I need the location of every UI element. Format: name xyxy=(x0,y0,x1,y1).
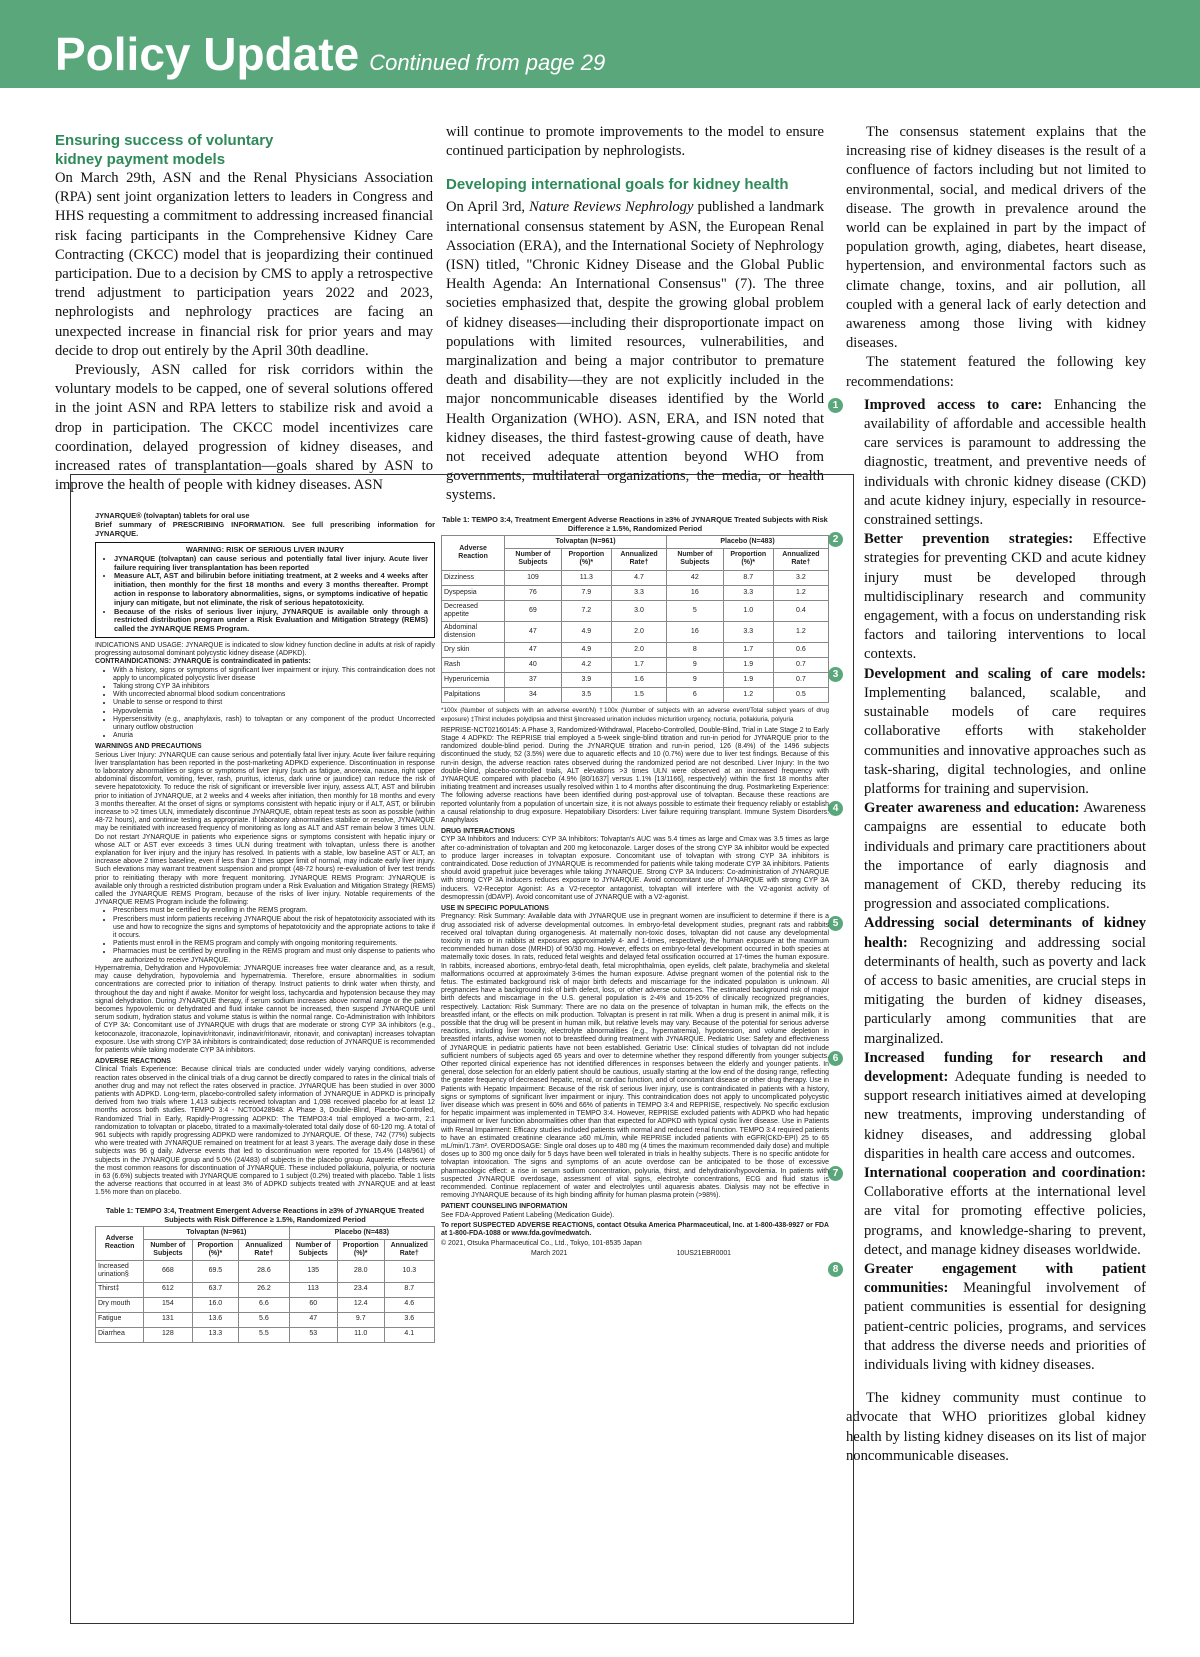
paragraph: Previously, ASN called for risk corridors within the voluntary models to be capped, one of several solutions offered in the joint ASN and RPA letters to stabilize risk and avoid a drop in participation. The CKCC model incentivizes care coordination, delayed progression of kidney diseases, and increased rates of transplantation—goals shared by ASN to improve the health of people with kidney diseases. ASN xyxy=(55,362,433,494)
recommendations-list xyxy=(832,396,1146,1375)
table-cell: 0.5 xyxy=(773,688,828,703)
row-label: Dizziness xyxy=(442,570,505,585)
table-row xyxy=(96,1327,435,1342)
table-row xyxy=(442,658,829,673)
number-badge: 2 xyxy=(828,532,843,547)
row-label: Dyspepsia xyxy=(442,585,505,600)
table-cell: 16 xyxy=(667,622,724,643)
table-cell: 1.9 xyxy=(723,658,773,673)
table-cell: 8 xyxy=(667,643,724,658)
recommendation-text: Enhancing the availability of affordable and accessible health care services is paramount to addressing the diagnostic, treatment, and preventive needs of individuals with chronic kidney disease (CKD) and acute kidney injury, especially in resource-constrained settings. xyxy=(864,396,1146,529)
list-item: • Pharmacies must be certified by enrolling in the REMS program and must only dispense to patients who are authorized to receive JYNARQUE. xyxy=(113,948,435,964)
number-badge: 8 xyxy=(828,1262,843,1277)
row-label: Hyperuricemia xyxy=(442,673,505,688)
table-cell: 612 xyxy=(144,1282,192,1297)
recommendation-text: Awareness campaigns are essential to educate both individuals and primary care practitioners about the importance of early diagnosis and management of CKD, thereby reducing its progression and associated complications. xyxy=(864,800,1146,913)
table-cell: 5.5 xyxy=(239,1327,289,1342)
recommendation-item xyxy=(832,799,1146,914)
table-cell: 5.6 xyxy=(239,1312,289,1327)
table-caption: Table 1: TEMPO 3:4, Treatment Emergent Adverse Reactions in ≥3% of JYNARQUE Treated Subjects with Risk Difference ≥ 1.5%, Randomized Period xyxy=(105,1205,425,1224)
copyright: © 2021, Otsuka Pharmaceutical Co., Ltd., Tokyo, 101-8535 Japan xyxy=(441,1240,642,1248)
paragraph: will continue to promote improvements to the model to ensure continued participation by nephrologists. xyxy=(446,124,824,160)
ad-title: JYNARQUE® (tolvaptan) tablets for oral use Brief summary of PRESCRIBING INFORMATION. See full prescribing information for JYNARQUE. xyxy=(95,511,435,538)
adverse-reactions-table xyxy=(95,1226,435,1343)
table-cell: 1.6 xyxy=(611,673,666,688)
recommendation-title: Greater awareness and education: xyxy=(864,800,1080,817)
table-cell: 4.6 xyxy=(384,1297,434,1312)
row-label: Decreased appetite xyxy=(442,600,505,621)
list-item: • Prescribers must inform patients receiving JYNARQUE about the risk of hepatotoxicity associated with its use and how to recognize the signs and symptoms of hepatotoxicity and the appropriate actions to take if it occurs. xyxy=(113,916,435,941)
list-item: • JYNARQUE (tolvaptan) can cause serious and potentially fatal liver injury. Acute liver failure requiring liver transplantation has been reported xyxy=(114,555,428,573)
counseling-heading: PATIENT COUNSELING INFORMATION xyxy=(441,1203,568,1211)
table-cell: 0.6 xyxy=(773,643,828,658)
column-header: Number of Subjects xyxy=(667,549,724,570)
column-header: Annualized Rate† xyxy=(773,549,828,570)
paragraph: The statement featured the following key recommendations: xyxy=(846,354,1146,390)
column-header: Proportion (%)* xyxy=(192,1239,239,1260)
list-item: • With uncorrected abnormal blood sodium concentrations xyxy=(113,691,435,699)
header-banner xyxy=(0,0,1200,88)
table-cell: 9.7 xyxy=(337,1312,384,1327)
drug-interactions-heading: DRUG INTERACTIONS xyxy=(441,828,515,836)
ad-body-text: Pregnancy: Risk Summary: Available data with JYNARQUE use in pregnant women are insufficient to determine if there is a drug associated risk of adverse developmental outcomes. In embryo-fetal development studies, pregnant rats and rabbits received oral tolvaptan during organogenesis. At maternally non-toxic doses, tolvaptan did not cause any developmental toxicity in rats or in rabbits at exposures approximately 4- and 1-times, respectively, the human exposure at the maximum recommended human dose (MRHD) of 90/30 mg. However, effects on embryo-fetal development occurred in both species at maternally toxic doses. In rats, reduced fetal weights and delayed fetal ossification occurred at 17-times the human exposure. In rabbits, increased abortions, embryo-fetal death, fetal microphthalmia, open eyelids, cleft palate, brachymelia and skeletal malformations occurred at approximately 3-times the human exposure. Advise pregnant women of the potential risk to the fetus. The estimated background risk of major birth defects and miscarriage for the indicated population is unknown. All pregnancies have a background risk of birth defect, loss, or other adverse outcomes. The estimated background risk of major birth defects and miscarriage in the U.S. general population is 2-4% and 15-20% of clinically recognized pregnancies, respectively. Lactation: Risk Summary: There are no data on the presence of tolvaptan in human milk, the effects on the breastfed infant, or the effects on milk production. Tolvaptan is present in rat milk. When a drug is present in animal milk, it is possible that the drug will be present in human milk, but relative levels may vary. Because of the potential for serious adverse reactions, including liver toxicity, electrolyte abnormalities (e.g., hypernatremia), hypotension, and volume depletion in breastfed infants, advise women not to breastfeed during treatment with JYNARQUE. Pediatric Use: Safety and effectiveness of JYNARQUE in pediatric patients have not been established. Geriatric Use: Clinical studies of tolvaptan did not include sufficient numbers of subjects aged 65 years and over to determine whether they respond differently from younger subjects. Other reported clinical experience has not identified differences in responses between the elderly and younger patients. In general, dose selection for an elderly patient should be cautious, usually starting at the low end of the dosing range, reflecting the greater frequency of decreased hepatic, renal, or cardiac function, and of concomitant disease or other drug therapy. Use in Patients with Hepatic Impairment: Because of the risk of serious liver injury, use is contraindicated in patients with a history, signs or symptoms of significant liver impairment or injury. This contraindication does not apply to uncomplicated polycystic liver disease which was present in 60% and 66% of patients in TEMPO 3:4 and REPRISE, respectively. No specific exclusion for hepatic impairment was implemented in TEMPO 3:4. However, REPRISE excluded patients with ADPKD who had hepatic impairment or liver function abnormalities other than that expected for ADPKD with typical cystic liver disease. Use in Patients with Renal Impairment: Efficacy studies included patients with normal and reduced renal function. TEMPO 3:4 required patients to have an estimated creatinine clearance ≥60 mL/min, while REPRISE included patients with eGFR(CKD-EPI) 25 to 65 mL/min/1.73m². OVERDOSAGE: Single oral doses up to 480 mg (4 times the maximum recommended daily dose) and multiple doses up to 300 mg once daily for 5 days have been well tolerated in trials in healthy subjects. There is no specific antidote for tolvaptan intoxication. The signs and symptoms of an acute overdose can be anticipated to be those of excessive pharmacologic effect: a rise in serum sodium concentration, polyuria, thirst, and dehydration/hypovolemia. In patients with suspected JYNARQUE overdosage, assessment of vital signs, electrolyte concentrations, ECG and fluid status is recommended. Continue replacement of water and electrolytes until aquaresis abates. Dialysis may not be effective in removing JYNARQUE because of its high binding affinity for human plasma protein (>98%). xyxy=(441,913,829,1200)
counseling-text: See FDA-Approved Patient Labeling (Medication Guide). xyxy=(441,1211,615,1219)
recommendation-item xyxy=(832,530,1146,664)
table-row xyxy=(442,622,829,643)
row-label: Abdominal distension xyxy=(442,622,505,643)
rems-list xyxy=(95,907,435,964)
column-header: Proportion (%)* xyxy=(337,1239,384,1260)
column-header: Number of Subjects xyxy=(505,549,562,570)
table-cell: 6.6 xyxy=(239,1297,289,1312)
row-label: Fatigue xyxy=(96,1312,144,1327)
column-header: Annualized Rate† xyxy=(384,1239,434,1260)
table-cell: 12.4 xyxy=(337,1297,384,1312)
table-cell: 0.7 xyxy=(773,658,828,673)
table-cell: 9 xyxy=(667,673,724,688)
list-item: • Measure ALT, AST and bilirubin before initiating treatment, at 2 weeks and 4 weeks after initiation, then monthly for the first 18 months and every 3 months thereafter. Prompt action in response to laboratory abnormalities, signs, or symptoms indicative of hepatic injury can mitigate, but not eliminate, the risk of serious hepatotoxicity. xyxy=(114,572,428,607)
table-cell: 8.7 xyxy=(384,1282,434,1297)
row-label: Palpitations xyxy=(442,688,505,703)
table-cell: 4.9 xyxy=(561,622,611,643)
list-item: • Hypovolemia xyxy=(113,708,435,716)
column-header: Proportion (%)* xyxy=(561,549,611,570)
table-row xyxy=(442,688,829,703)
column-header: Annualized Rate† xyxy=(611,549,666,570)
table-cell: 11.3 xyxy=(561,570,611,585)
table-cell: 26.2 xyxy=(239,1282,289,1297)
table-cell: 3.3 xyxy=(723,622,773,643)
table-cell: 23.4 xyxy=(337,1282,384,1297)
column-header: Adverse Reaction xyxy=(96,1226,144,1261)
table-cell: 3.6 xyxy=(384,1312,434,1327)
table-cell: 16.0 xyxy=(192,1297,239,1312)
table-cell: 8.7 xyxy=(723,570,773,585)
recommendation-item xyxy=(832,1049,1146,1164)
ad-date: March 2021 xyxy=(531,1250,568,1258)
table-cell: 1.7 xyxy=(611,658,666,673)
table-row xyxy=(442,570,829,585)
table-cell: 47 xyxy=(289,1312,337,1327)
number-badge: 5 xyxy=(828,916,843,931)
table-row xyxy=(442,643,829,658)
table-row xyxy=(96,1312,435,1327)
table-cell: 16 xyxy=(667,585,724,600)
contraindications-list xyxy=(95,667,435,741)
adverse-heading: ADVERSE REACTIONS xyxy=(95,1058,171,1066)
table-cell: 28.6 xyxy=(239,1261,289,1282)
table-cell: 668 xyxy=(144,1261,192,1282)
column-header: Number of Subjects xyxy=(289,1239,337,1260)
table-cell: 131 xyxy=(144,1312,192,1327)
table-cell: 0.4 xyxy=(773,600,828,621)
recommendation-text: Collaborative efforts at the international level are vital for promoting effective policies, programs, and knowledge-sharing to prevent, detect, and manage kidney diseases worldwide. xyxy=(864,1184,1146,1258)
table-cell: 1.2 xyxy=(773,585,828,600)
column-header: Adverse Reaction xyxy=(442,536,505,571)
table-cell: 154 xyxy=(144,1297,192,1312)
paragraph: The consensus statement explains that the increasing rise of kidney diseases is the result of a confluence of factors including but not limited to environmental, social, and medical drivers of the disease. The growth in prevalence around the world can be explained in part by the impact of population growth, aging, diabetes, heart disease, hypertension, and environmental factors such as climate change, toxins, and air pollution, all coupled with a general lack of early detection and awareness among those living with kidney diseases. xyxy=(846,124,1146,352)
table-cell: 135 xyxy=(289,1261,337,1282)
list-item: • With a history, signs or symptoms of significant liver impairment or injury. This contraindication does not apply to uncomplicated polycystic liver disease xyxy=(113,667,435,683)
table-cell: 69.5 xyxy=(192,1261,239,1282)
number-badge: 4 xyxy=(828,801,843,816)
table-cell: 0.7 xyxy=(773,673,828,688)
warnings-heading: WARNINGS AND PRECAUTIONS xyxy=(95,743,202,751)
column-header: Tolvaptan (N=961) xyxy=(144,1226,289,1239)
ad-body-text: CYP 3A Inhibitors and Inducers: CYP 3A Inhibitors: Tolvaptan's AUC was 5.4 times as large and Cmax was 3.5 times as large after co-administration of tolvaptan and 200 mg ketoconazole. Larger doses of the strong CYP 3A inhibitor would be expected to produce larger increases in tolvaptan exposure. Concomitant use of tolvaptan with strong CYP 3A inhibitors is contraindicated. Dose reduction of JYNARQUE is recommended for patients while taking moderate CYP 3A inhibitors. Patients should avoid grapefruit juice beverages while taking JYNARQUE. Strong CYP 3A Inducers: Co-administration of JYNARQUE with strong CYP 3A inducers reduces exposure to JYNARQUE. Avoid concomitant use of JYNARQUE with strong CYP 3A inducers. V2-Receptor Agonist: As a V2-receptor antagonist, tolvaptan will interfere with the V2-agonist activity of desmopressin (dDAVP). Avoid concomitant use of JYNARQUE with a V2-agonist. xyxy=(441,836,829,901)
page-title: Policy Update Continued from page 29 xyxy=(55,28,606,80)
number-badge: 7 xyxy=(828,1166,843,1181)
paragraph: The kidney community must continue to advocate that WHO prioritizes global kidney health by listing kidney diseases on its list of major noncommunicable diseases. xyxy=(846,1390,1146,1464)
table-cell: 2.0 xyxy=(611,622,666,643)
table-cell: 13.3 xyxy=(192,1327,239,1342)
table-cell: 60 xyxy=(289,1297,337,1312)
number-badge: 1 xyxy=(828,398,843,413)
recommendation-text: Adequate funding is needed to support research initiatives aimed at developing new treatments, improving understanding of kidney diseases, and addressing global disparities in health care access and outcomes. xyxy=(864,1068,1146,1162)
table-cell: 1.9 xyxy=(723,673,773,688)
table-cell: 7.9 xyxy=(561,585,611,600)
table-caption: Table 1: TEMPO 3:4, Treatment Emergent Adverse Reactions in ≥3% of JYNARQUE Treated Subjects with Risk Difference ≥ 1.5%, Randomized Period xyxy=(442,515,828,533)
table-cell: 76 xyxy=(505,585,562,600)
recommendation-title: Improved access to care: xyxy=(864,396,1043,413)
table-cell: 47 xyxy=(505,622,562,643)
list-item: • Anuria xyxy=(113,732,435,740)
ad-left-column xyxy=(95,511,435,1343)
list-item: • Because of the risks of serious liver injury, JYNARQUE is available only through a restricted distribution program under a Risk Evaluation and Mitigation Strategy (REMS) called the JYNARQUE REMS Program. xyxy=(114,608,428,634)
table-cell: 3.3 xyxy=(723,585,773,600)
number-badge: 3 xyxy=(828,667,843,682)
table-cell: 63.7 xyxy=(192,1282,239,1297)
list-item: • Unable to sense or respond to thirst xyxy=(113,699,435,707)
recommendation-text: Implementing balanced, scalable, and sustainable models of care requires collaborative efforts with stakeholder communities and innovative approaches such as task-sharing, digital technologies, and online platforms for training and supervision. xyxy=(864,684,1146,797)
table-cell: 1.7 xyxy=(723,643,773,658)
journal-name: Nature Reviews Nephrology xyxy=(529,199,694,216)
recommendation-title: Increased funding for research and development: xyxy=(864,1049,1146,1085)
table-cell: 7.2 xyxy=(561,600,611,621)
row-label: Thirst‡ xyxy=(96,1282,144,1297)
recommendation-title: Better prevention strategies: xyxy=(864,531,1074,548)
table-cell: 3.0 xyxy=(611,600,666,621)
paragraph: On April 3rd, Nature Reviews Nephrology published a landmark international consensus statement by ASN, the European Renal Association (ERA), and the International Society of Nephrology (ISN) titled, "Chronic Kidney Disease and the Global Public Health Agenda: An International Consensus" (7). The three societies emphasized that, despite the growing global problem of kidney diseases—including their disproportionate impact on populations with limited resources, vulnerabilities, and marginalization and being a major contributor to premature death and disability—they are not explicitly included in the major noncommunicable diseases identified by the World Health Organization (WHO). ASN, ERA, and ISN noted that kidney diseases, the third fastest-growing cause of death, have not received adequate attention beyond WHO from governments, multilateral organizations, the media, or health systems. xyxy=(446,199,824,504)
table-cell: 47 xyxy=(505,643,562,658)
recommendation-title: Development and scaling of care models: xyxy=(864,665,1146,682)
ad-body-text: Serious Liver Injury: JYNARQUE can cause serious and potentially fatal liver injury. Acute liver failure requiring liver transplantation has been reported in the post-marketing ADPKD experience. Discontinuation in response to laboratory abnormalities or signs or symptoms of liver injury (such as fatigue, anorexia, nausea, right upper abdominal discomfort, vomiting, fever, rash, pruritus, icterus, dark urine or jaundice) can reduce the risk of severe hepatotoxicity. To reduce the risk of significant or irreversible liver injury, assess ALT, AST and bilirubin prior to initiation of JYNARQUE, at 2 weeks and 4 weeks after initiation, then monthly for 18 months and every 3 months thereafter. At the onset of signs or symptoms consistent with hepatic injury or if ALT, AST, or bilirubin increase to >2 times ULN, immediately discontinue JYNARQUE, obtain repeat tests as soon as possible (within 48-72 hours), and continue testing as appropriate. If laboratory abnormalities stabilize or resolve, JYNARQUE may be reinitiated with increased frequency of monitoring as long as ALT and AST remain below 3 times ULN. Do not restart JYNARQUE in patients who experience signs or symptoms consistent with hepatic injury or whose ALT or AST ever exceeds 3 times ULN during treatment with tolvaptan, unless there is another explanation for liver injury and the injury has resolved. In patients with a stable, low baseline AST or ALT, an increase above 2 times baseline, even if less than 2 times upper limit of normal, may indicate early liver injury. Such elevations may warrant treatment suspension and prompt (48-72 hours) re-evaluation of liver test trends prior to reinitiating therapy with more frequent monitoring. JYNARQUE REMS Program: JYNARQUE is available only through a restricted distribution program under a Risk Evaluation and Mitigation Strategy (REMS) called the JYNARQUE REMS Program, because of the risks of liver injury. Notable requirements of the JYNARQUE REMS Program include the following: xyxy=(95,751,435,907)
table-cell: 28.0 xyxy=(337,1261,384,1282)
ad-footer xyxy=(531,1250,731,1258)
article-column-3 xyxy=(832,123,1146,1466)
table-cell: 3.3 xyxy=(611,585,666,600)
table-cell: 109 xyxy=(505,570,562,585)
column-header: Proportion (%)* xyxy=(723,549,773,570)
paragraph: On March 29th, ASN and the Renal Physicians Association (RPA) sent joint organization letters to leaders in Congress and HHS requesting a commitment to addressing increased financial risk facing participants in the Comprehensive Kidney Care Contracting (CKCC) model that is jeopardizing their continued participation. Due to a decision by CMS to apply a retrospective trend adjustment to participation years 2022 and 2023, nephrologists and nephrology practices are facing an unexpected increase in financial risk for prior years and may decide to drop out entirely by the April 30th deadline. xyxy=(55,170,433,359)
table-cell: 2.0 xyxy=(611,643,666,658)
table-1-container xyxy=(95,1206,435,1343)
row-label: Diarrhea xyxy=(96,1327,144,1342)
report-text: To report SUSPECTED ADVERSE REACTIONS, contact Otsuka America Pharmaceutical, Inc. at 1-800-438-9927 or FDA at 1-800-FDA-1088 or www.fda.gov/medwatch. xyxy=(441,1221,829,1238)
table-cell: 53 xyxy=(289,1327,337,1342)
table-cell: 4.9 xyxy=(561,643,611,658)
table-cell: 4.7 xyxy=(611,570,666,585)
table-cell: 37 xyxy=(505,673,562,688)
recommendation-item xyxy=(832,665,1146,799)
recommendation-text: Recognizing and addressing social determinants of health, such as poverty and lack of access to basic amenities, are crucial steps in mitigating the burden of kidney diseases, particularly among communities that are marginalized. xyxy=(864,934,1146,1047)
table-cell: 13.6 xyxy=(192,1312,239,1327)
recommendation-item xyxy=(832,1260,1146,1375)
table-cell: 4.2 xyxy=(561,658,611,673)
recommendation-item xyxy=(832,396,1146,530)
table-cell: 9 xyxy=(667,658,724,673)
ad-body-text: REPRISE-NCT02160145: A Phase 3, Randomized-Withdrawal, Placebo-Controlled, Double-Blind, Trial in Late Stage 2 to Early Stage 4 ADPKD: The REPRISE trial employed a 5-week single-blind titration and run-in period for JYNARQUE prior to the randomized double-blind period. During the JYNARQUE titration and run-in period, 126 (8.4%) of the 1496 subjects discontinued the study, 52 (3.5%) were due to aquaretic effects and 10 (0.7%) were due to liver test findings. Because of this run-in design, the adverse reaction rates observed during the randomized period are not described. Liver Injury: In the two double-blind, placebo-controlled trials, ALT elevations >3 times ULN were observed at an increased frequency with JYNARQUE compared with placebo (4.9% [80/1637] versus 1.1% [13/1166], respectively) within the first 18 months after initiating treatment and increases usually resolved within 1 to 4 months after discontinuing the drug. Postmarketing Experience: The following adverse reactions have been identified during post-approval use of tolvaptan. Because these reactions are reported voluntarily from a population of uncertain size, it is not always possible to estimate their frequency reliably or establish a causal relationship to drug exposure. Hepatobiliary Disorders: Liver failure requiring transplant. Immune System Disorders: Anaphylaxis xyxy=(441,726,829,825)
column-header: Annualized Rate† xyxy=(239,1239,289,1260)
table-cell: 1.5 xyxy=(611,688,666,703)
section-heading-payment-models: Ensuring success of voluntary kidney payment models xyxy=(55,132,274,168)
table-cell: 4.1 xyxy=(384,1327,434,1342)
table-cell: 5 xyxy=(667,600,724,621)
table-notes: *100x (Number of subjects with an adverse event/N) †100x (Number of subjects with an adverse event/Total subject years of drug exposure) ‡Thirst includes polydipsia and thirst §Increased urination includes micturition urgency, nocturia, pollakiuria, polyuria xyxy=(441,707,829,723)
table-cell: 69 xyxy=(505,600,562,621)
table-cell: 10.3 xyxy=(384,1261,434,1282)
table-row xyxy=(96,1297,435,1312)
contraindications-heading: CONTRAINDICATIONS: JYNARQUE is contraindicated in patients: xyxy=(95,658,311,666)
section-heading-international-goals: Developing international goals for kidney health xyxy=(446,176,789,194)
article-column-2 xyxy=(446,123,824,506)
row-label: Rash xyxy=(442,658,505,673)
list-item: • Hypersensitivity (e.g., anaphylaxis, rash) to tolvaptan or any component of the product Uncorrected urinary outflow obstruction xyxy=(113,716,435,732)
table-row xyxy=(96,1261,435,1282)
table-cell: 1.2 xyxy=(773,622,828,643)
table-cell: 6 xyxy=(667,688,724,703)
table-cell: 3.5 xyxy=(561,688,611,703)
article-column-1 xyxy=(55,131,433,495)
recommendation-item xyxy=(832,914,1146,1048)
row-label: Dry skin xyxy=(442,643,505,658)
ad-body-text: Hypernatremia, Dehydration and Hypovolemia: JYNARQUE increases free water clearance and, as a result, may cause dehydration, hypovolemia and hypernatremia. Therefore, ensure abnormalities in sodium concentrations are corrected prior to initiation of therapy. Instruct patients to drink water when thirsty, and throughout the day and night if awake. Monitor for weight loss, tachycardia and hypotension because they may signal dehydration. During JYNARQUE therapy, if serum sodium increases above normal range or the patient becomes hypovolemic or dehydrated and fluid intake cannot be increased, then suspend JYNARQUE until serum sodium, hydration status and volume status is within the normal range. Co-Administration with Inhibitors of CYP 3A: Concomitant use of JYNARQUE with drugs that are moderate or strong CYP 3A inhibitors (e.g., ketoconazole, itraconazole, lopinavir/ritonavir, indinavir/ritonavir, ritonavir, and conivaptan) increases tolvaptan exposure. Use with strong CYP 3A inhibitors is contraindicated; dose reduction of JYNARQUE is recommended for patients while taking moderate CYP 3A inhibitors. xyxy=(95,964,435,1054)
list-item: • Taking strong CYP 3A inhibitors xyxy=(113,683,435,691)
page-subtitle: Continued from page 29 xyxy=(369,50,606,75)
table-row xyxy=(96,1282,435,1297)
table-cell: 40 xyxy=(505,658,562,673)
table-cell: 1.2 xyxy=(723,688,773,703)
specific-populations-heading: USE IN SPECIFIC POPULATIONS xyxy=(441,905,549,913)
ad-code: 10US21EBR0001 xyxy=(676,1250,731,1258)
table-cell: 11.0 xyxy=(337,1327,384,1342)
drug-advertisement xyxy=(70,474,854,1624)
table-cell: 128 xyxy=(144,1327,192,1342)
row-label: Increased urination§ xyxy=(96,1261,144,1282)
recommendation-text: Effective strategies for preventing CKD and acute kidney injury must be developed through multidisciplinary research and community engagement, with a focus on understanding risk factors and tailoring interventions to local contexts. xyxy=(864,531,1146,663)
table-cell: 42 xyxy=(667,570,724,585)
recommendation-text: Meaningful involvement of patient communities is essential for designing patient-centric policies, programs, and services that address the diverse needs and priorities of individuals living with kidney diseases. xyxy=(864,1280,1146,1373)
recommendation-title: International cooperation and coordination: xyxy=(864,1164,1146,1181)
table-row xyxy=(442,585,829,600)
table-row xyxy=(442,673,829,688)
adverse-reactions-table-continued xyxy=(441,535,829,703)
table-cell: 34 xyxy=(505,688,562,703)
column-header: Number of Subjects xyxy=(144,1239,192,1260)
column-header: Tolvaptan (N=961) xyxy=(505,536,667,549)
indications: INDICATIONS AND USAGE: JYNARQUE is indicated to slow kidney function decline in adults at risk of rapidly progressing autosomal dominant polycystic kidney disease (ADPKD). xyxy=(95,641,435,658)
row-label: Dry mouth xyxy=(96,1297,144,1312)
column-header: Placebo (N=483) xyxy=(289,1226,434,1239)
column-header: Placebo (N=483) xyxy=(667,536,829,549)
recommendation-title: Greater engagement with patient communities: xyxy=(864,1260,1146,1297)
list-item: • Patients must enroll in the REMS program and comply with ongoing monitoring requirements. xyxy=(113,940,435,948)
boxed-warning: WARNING: RISK OF SERIOUS LIVER INJURY • JYNARQUE (tolvaptan) can cause serious and potentially fatal liver injury. Acute liver failure requiring liver transplantation has been reported • Measure ALT, AST and bilirubin before initiating treatment, at 2 weeks and 4 weeks after initiation, then monthly for the first 18 months and every 3 months thereafter. Prompt action in response to laboratory abnormalities, signs, or symptoms indicative of hepatic injury can mitigate, but not eliminate, the risk of serious hepatotoxicity. • Because of the risks of serious liver injury, JYNARQUE is available only through a restricted distribution program under a Risk Evaluation and Mitigation Strategy (REMS) called the JYNARQUE REMS Program. xyxy=(95,542,435,638)
table-cell: 3.9 xyxy=(561,673,611,688)
recommendation-item xyxy=(832,1164,1146,1260)
number-badge: 6 xyxy=(828,1051,843,1066)
table-cell: 1.0 xyxy=(723,600,773,621)
table-cell: 113 xyxy=(289,1282,337,1297)
ad-right-column xyxy=(441,515,829,1259)
ad-body-text: Clinical Trials Experience: Because clinical trials are conducted under widely varying conditions, adverse reaction rates observed in the clinical trials of a drug cannot be directly compared to rates in the clinical trials of another drug and may not reflect the rates observed in practice. JYNARQUE has been studied in over 3000 patients with ADPKD. Long-term, placebo-controlled safety information of JYNARQUE in ADPKD is principally derived from two trials where 1,413 subjects received tolvaptan and 1,098 received placebo for at least 12 months across both studies. TEMPO 3:4 - NCT00428948: A Phase 3, Double-Blind, Placebo-Controlled, Randomized Trial in Early, Rapidly-Progressing ADPKD: The TEMPO3:4 trial employed a two-arm, 2:1 randomization to tolvaptan or placebo, titrated to a maximally-tolerated total daily dose of 60-120 mg. A total of 961 subjects with rapidly progressing ADPKD were randomized to JYNARQUE. Of these, 742 (77%) subjects who were treated with JYNARQUE remained on treatment for at least 3 years. The average daily dose in these subjects was 96 g daily. Adverse events that led to discontinuation were reported for 15.4% (148/961) of subjects in the JYNARQUE group and 5.0% (24/483) of subjects in the placebo group. Aquaretic effects were the most common reasons for discontinuation of JYNARQUE. These included pollakiuria, polyuria, or nocturia in 63 (6.6%) subjects treated with JYNARQUE compared to 1 subject (0.2%) treated with placebo. Table 1 lists the adverse reactions that occurred in at least 3% of ADPKD subjects treated with JYNARQUE and at least 1.5% more than on placebo. xyxy=(95,1066,435,1197)
table-cell: 3.2 xyxy=(773,570,828,585)
list-item: • Prescribers must be certified by enrolling in the REMS program. xyxy=(113,907,435,915)
recommendation-title: Addressing social determinants of kidney health: xyxy=(864,915,1146,951)
table-row xyxy=(442,600,829,621)
